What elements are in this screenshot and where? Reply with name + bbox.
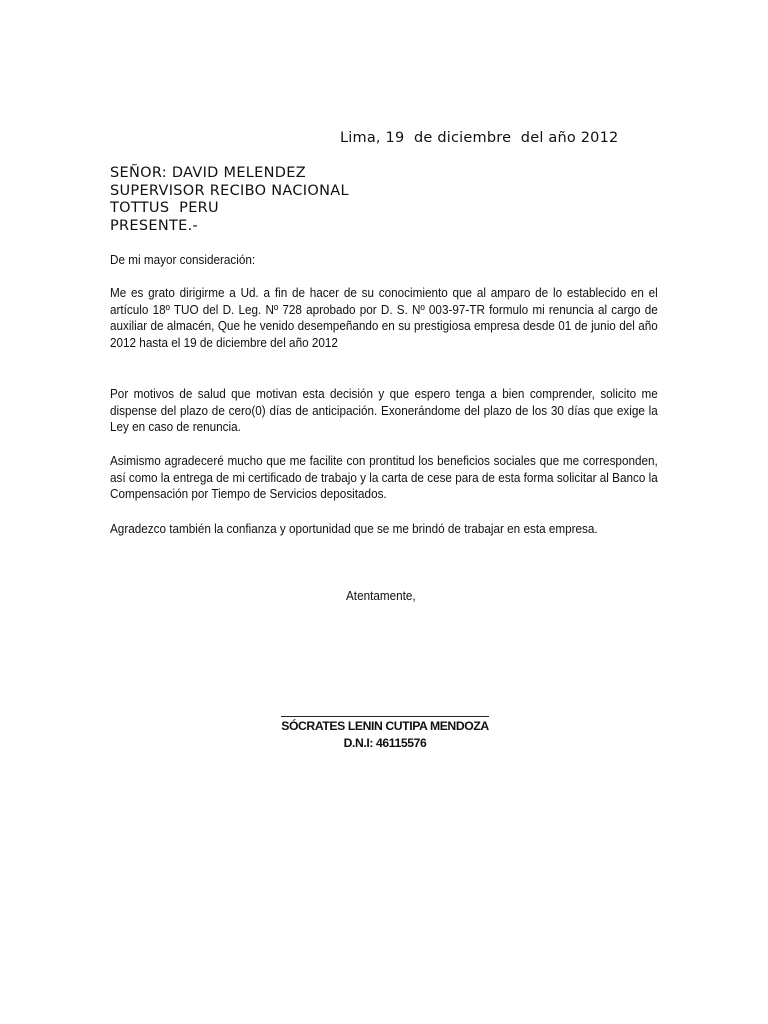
- letter-date: Lima, 19 de diciembre del año 2012: [340, 130, 619, 146]
- closing: Atentamente,: [346, 589, 416, 603]
- signature-line: [281, 716, 489, 717]
- addressee-company: TOTTUS PERU: [110, 200, 219, 216]
- paragraph-thanks: Agradezco también la confianza y oportunidad que se me brindó de trabajar en esta empresa.: [110, 522, 598, 536]
- signature-name: SÓCRATES LENIN CUTIPA MENDOZA: [281, 719, 489, 733]
- paragraph-reason: Por motivos de salud que motivan esta decisión y que espero tenga a bien comprender, solicito me dispense del plazo de cero(0) días de anticipación. Exonerándome del plazo de los 30 días que exige la Ley en caso de renuncia.: [110, 387, 658, 435]
- paragraph-resignation: Me es grato dirigirme a Ud. a fin de hacer de su conocimiento que al amparo de lo establecido en el artículo 18º TUO del D. Leg. Nº 728 aprobado por D. S. Nº 003-97-TR formulo mi renuncia al cargo de auxiliar de almacén, Que he venido desempeñando en su prestigiosa empresa desde 01 de junio del año 2012 hasta el 19 de diciembre del año 2012: [110, 286, 658, 350]
- addressee-name: SEÑOR: DAVID MELENDEZ: [110, 165, 306, 181]
- signature-dni: D.N.I: 46115576: [343, 736, 427, 750]
- paragraph-benefits: Asimismo agradeceré mucho que me facilite con prontitud los beneficios sociales que me corresponden, así como la entrega de mi certificado de trabajo y la carta de cese para de esta forma solicitar al Banco la Compensación por Tiempo de Servicios depositados.: [110, 454, 658, 502]
- greeting: De mi mayor consideración:: [110, 253, 256, 267]
- addressee-block: [110, 165, 349, 235]
- addressee-presente: PRESENTE.-: [110, 217, 199, 234]
- addressee-position: SUPERVISOR RECIBO NACIONAL: [110, 182, 349, 199]
